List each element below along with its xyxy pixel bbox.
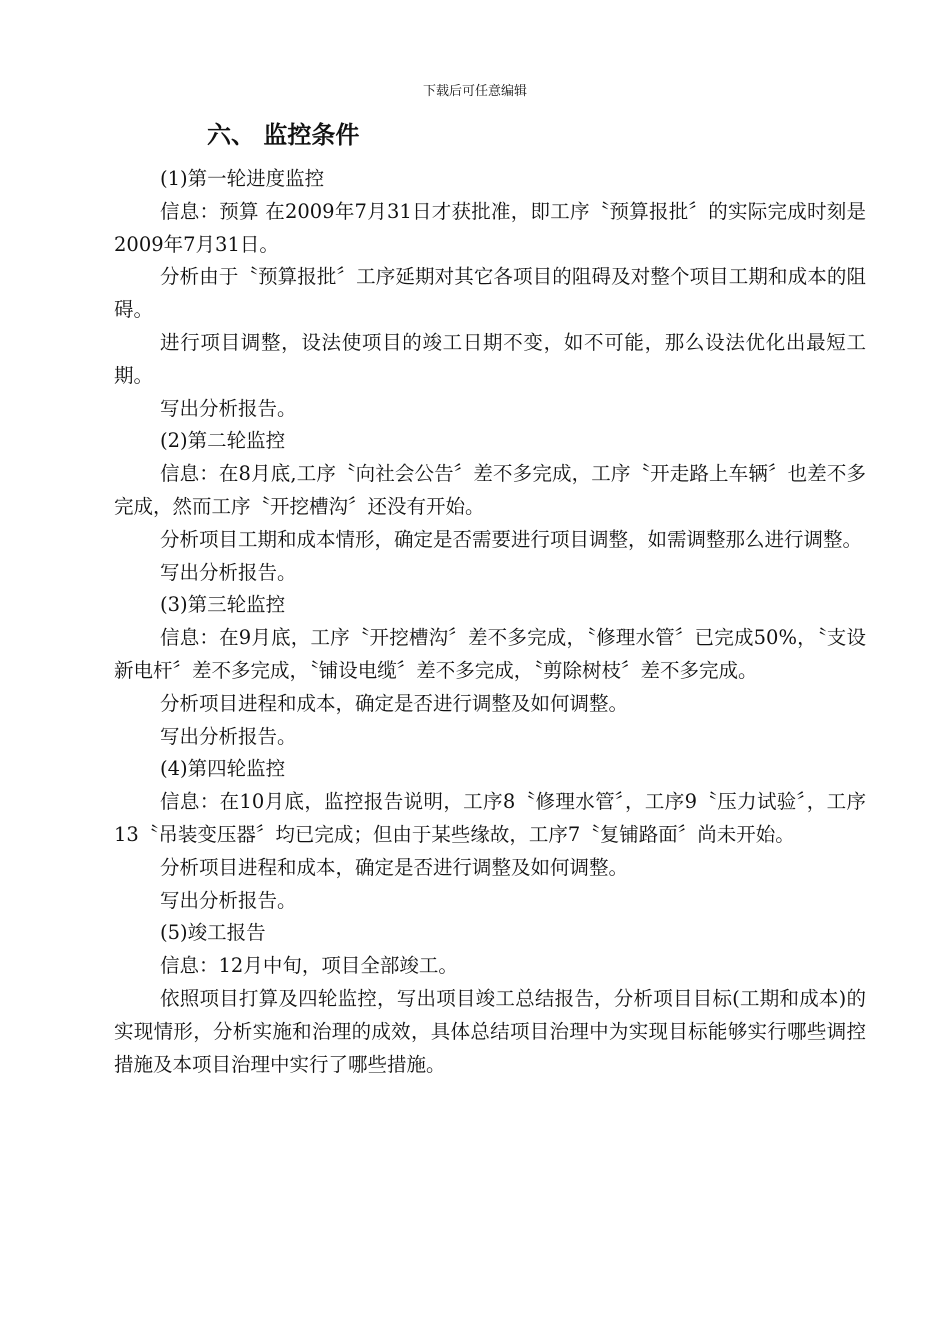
paragraph: 写出分析报告。: [160, 888, 297, 912]
paragraph-round2-title: (2)第二轮监控: [160, 429, 286, 453]
paragraph: 信息：在8月底,工序〝向社会公告〞差不多完成，工序〝开走路上车辆〞也差不多完成，然而工序〝开挖槽沟〞还没有开始。: [114, 462, 866, 518]
paragraph: 分析项目工期和成本情形，确定是否需要进行项目调整，如需调整那么进行调整。: [160, 527, 863, 551]
paragraph-round3-title: (3)第三轮监控: [160, 593, 286, 617]
paragraph: 分析项目进程和成本，确定是否进行调整及如何调整。: [160, 691, 629, 715]
paragraph-round4-title: (4)第四轮监控: [160, 757, 286, 781]
paragraph-round1-title: (1)第一轮进度监控: [160, 167, 325, 190]
paragraph: 写出分析报告。: [160, 724, 297, 748]
page-header-note: 下载后可任意编辑: [422, 84, 527, 99]
document-body: [114, 163, 866, 1081]
paragraph-completion-title: (5)竣工报告: [160, 921, 266, 945]
paragraph: 信息：12月中旬，项目全部竣工。: [160, 954, 458, 978]
paragraph: 信息：在9月底，工序〝开挖槽沟〞差不多完成，〝修理水管〞已完成50%，〝支设新电杆〞差不多完成，〝铺设电缆〞差不多完成，〝剪除树枝〞差不多完成。: [114, 626, 866, 682]
paragraph: 信息：预算 在2009年7月31日才获批准，即工序〝预算报批〞的实际完成时刻是2009年7月31日。: [114, 199, 866, 256]
paragraph: 写出分析报告。: [160, 560, 297, 584]
paragraph: 依照项目打算及四轮监控，写出项目竣工总结报告，分析项目目标(工期和成本)的实现情形，分析实施和治理的成效，具体总结项目治理中为实现目标能够实行哪些调控措施及本项目治理中实行了哪些措施。: [114, 986, 866, 1076]
paragraph: 进行项目调整，设法使项目的竣工日期不变，如不可能，那么设法优化出最短工期。: [114, 330, 866, 387]
paragraph: 写出分析报告。: [160, 396, 297, 420]
paragraph: 分析由于〝预算报批〞工序延期对其它各项目的阻碍及对整个项目工期和成本的阻碍。: [114, 265, 866, 322]
section-heading: 六、 监控条件: [207, 121, 360, 149]
paragraph: 分析项目进程和成本，确定是否进行调整及如何调整。: [160, 855, 629, 879]
paragraph: 信息：在10月底，监控报告说明，工序8〝修理水管〞，工序9〝压力试验〞，工序13〝吊装变压器〞均已完成；但由于某些缘故，工序7〝复铺路面〞尚未开始。: [114, 790, 866, 846]
